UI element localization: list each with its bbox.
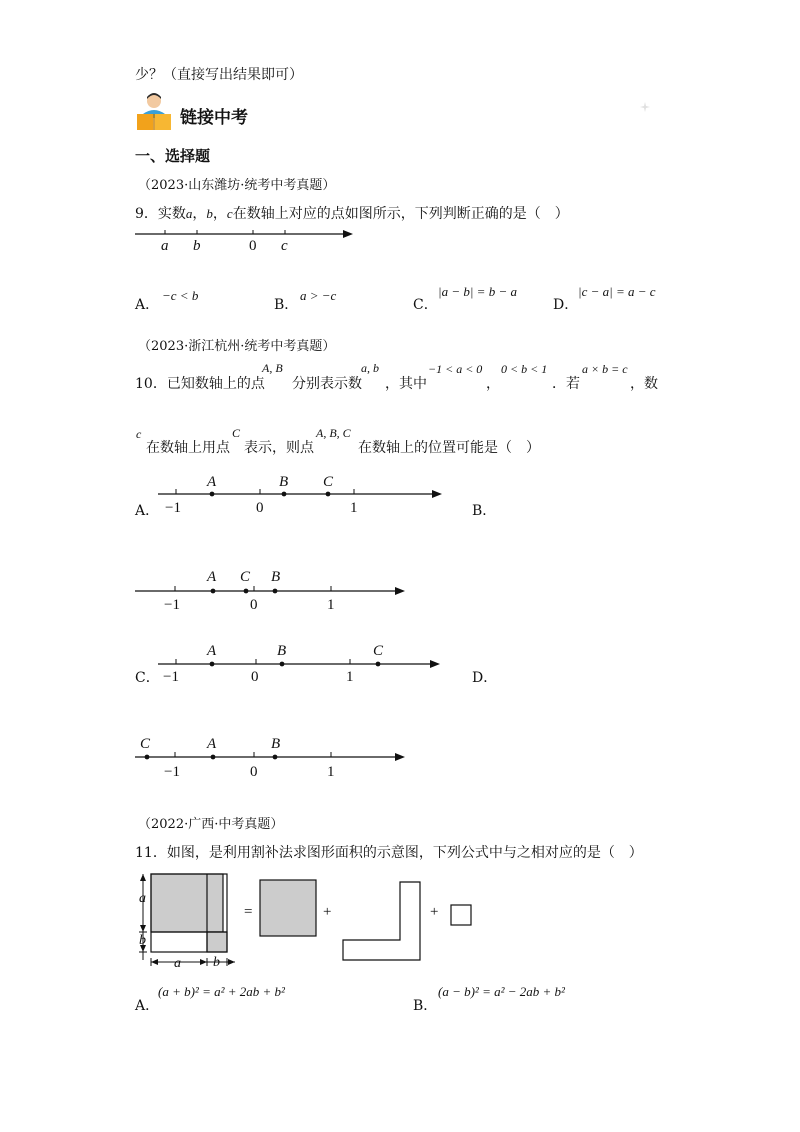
q9-option-c-expr: |a − b| = b − a: [438, 284, 517, 299]
q11-option-a-letter[interactable]: A．: [135, 998, 160, 1014]
q9-stem: [135, 203, 569, 223]
q9-source: （2023·山东潍坊·统考中考真题）: [138, 178, 336, 193]
q10-stem-m1: A, B: [262, 361, 283, 375]
q9-axis-label-b: b: [193, 238, 201, 254]
q10-stem-m3: −1 < a < 0: [428, 362, 483, 376]
q10-option-c-letter[interactable]: C．: [135, 670, 160, 686]
q10-stem-l2-p3: 在数轴上的位置可能是（ ）: [358, 440, 540, 456]
q9-option-a-letter[interactable]: A．: [135, 297, 160, 313]
q11-fig-label-b-vert: b: [139, 933, 146, 948]
q10a-tick-label-2: 0: [256, 500, 264, 516]
q11-fig-equals: =: [244, 904, 253, 920]
q10-stem-p2: 分别表示数: [292, 376, 362, 392]
q11-fig-label-b-horiz: b: [213, 955, 220, 970]
q10-numberline-a: [158, 488, 448, 500]
q9-option-a-expr: −c < b: [162, 288, 199, 303]
q10d-tick-label-3: 1: [327, 764, 335, 780]
q10-stem-l2-p2: 表示，则点: [244, 440, 314, 456]
q10-numberline-c: [158, 658, 448, 670]
q10-source: （2023·浙江杭州·统考中考真题）: [138, 339, 336, 354]
q11-source: （2022·广西·中考真题）: [138, 817, 284, 832]
reader-icon: [133, 92, 175, 132]
q11-fig-label-a-horiz: a: [174, 956, 181, 971]
q10-stem-m5: a × b = c: [582, 362, 628, 376]
q10-option-a-letter[interactable]: A．: [135, 503, 160, 519]
q10b-point-label-1: A: [207, 569, 217, 585]
q10-stem-p6: ，数: [630, 376, 658, 392]
q10-stem-l2-m1: c: [136, 427, 142, 441]
q11-stem: 11．如图，是利用割补法求图形面积的示意图，下列公式中与之相对应的是（ ）: [135, 845, 643, 861]
q10a-point-label-3: C: [323, 474, 334, 490]
q11-option-b-expr: (a − b)² = a² − 2ab + b²: [438, 984, 565, 999]
q10b-tick-label-3: 1: [327, 597, 335, 613]
q10d-tick-label-1: −1: [164, 764, 180, 780]
q10-stem-p1: 10．已知数轴上的点: [135, 376, 265, 392]
q9-stem-num: 9．实数: [135, 206, 186, 222]
q11-area-figure: [135, 870, 385, 970]
q9-option-d-expr: |c − a| = a − c: [578, 284, 656, 299]
q9-option-b-letter[interactable]: B．: [274, 297, 299, 313]
q10-stem-l2-p1: 在数轴上用点: [146, 440, 230, 456]
q10b-point-label-2: C: [240, 569, 251, 585]
q10d-point-label-1: C: [140, 736, 151, 752]
q11-fig-label-a-vert: a: [139, 891, 146, 906]
section-heading: 一、选择题: [135, 147, 211, 165]
q10c-point-label-1: A: [207, 643, 217, 659]
q9-option-c-letter[interactable]: C．: [413, 297, 438, 313]
q10b-point-label-3: B: [271, 569, 281, 585]
q10a-tick-label-1: −1: [165, 500, 181, 516]
q9-stem-a: a: [185, 206, 193, 221]
q10-option-d-letter[interactable]: D．: [472, 670, 498, 686]
q11-option-a-expr: (a + b)² = a² + 2ab + b²: [158, 984, 285, 999]
q10-stem-p3: ，其中: [385, 376, 427, 392]
q9-axis-label-c: c: [281, 238, 288, 254]
q10-option-b-letter[interactable]: B．: [472, 503, 497, 519]
q10c-tick-label-1: −1: [163, 669, 179, 685]
intro-line: 少？（直接写出结果即可）: [135, 67, 303, 83]
q10c-tick-label-2: 0: [251, 669, 259, 685]
q9-axis-label-a: a: [161, 238, 169, 254]
q10b-tick-label-2: 0: [250, 597, 258, 613]
q10c-point-label-2: B: [277, 643, 287, 659]
q9-stem-b: b: [206, 206, 213, 221]
banner-title: 链接中考: [180, 108, 248, 128]
q10-stem-p5: ．若: [552, 376, 580, 392]
q9-stem-sep1: ，: [192, 206, 207, 222]
q10-stem-m2: a, b: [361, 361, 379, 375]
q11-fig-plus-2: +: [430, 904, 439, 920]
q10a-tick-label-3: 1: [350, 500, 358, 516]
q10c-point-label-3: C: [373, 643, 384, 659]
q10-stem-p4: ，: [486, 376, 500, 392]
q9-stem-rest: 在数轴上对应的点如图所示，下列判断正确的是（ ）: [232, 206, 569, 222]
q10b-tick-label-1: −1: [164, 597, 180, 613]
q9-stem-sep2: ，: [212, 206, 227, 222]
q9-option-b-expr: a > −c: [300, 288, 337, 303]
q10d-point-label-2: A: [207, 736, 217, 752]
q10-stem-l2-m2: C: [232, 426, 241, 440]
q10-stem-m4: 0 < b < 1: [501, 362, 548, 376]
q11-fig-plus-1: +: [323, 904, 332, 920]
q11-option-b-letter[interactable]: B．: [413, 998, 438, 1014]
q9-option-d-letter[interactable]: D．: [553, 297, 579, 313]
q10-numberline-b: [135, 585, 410, 597]
q10d-tick-label-2: 0: [250, 764, 258, 780]
q10a-point-label-1: A: [207, 474, 217, 490]
q10a-point-label-2: B: [279, 474, 289, 490]
q9-stem-c: c: [226, 206, 233, 221]
q9-axis-label-0: 0: [249, 238, 257, 254]
q10c-tick-label-3: 1: [346, 669, 354, 685]
q10-stem-l2-m3: A, B, C: [316, 426, 351, 440]
q10d-point-label-3: B: [271, 736, 281, 752]
